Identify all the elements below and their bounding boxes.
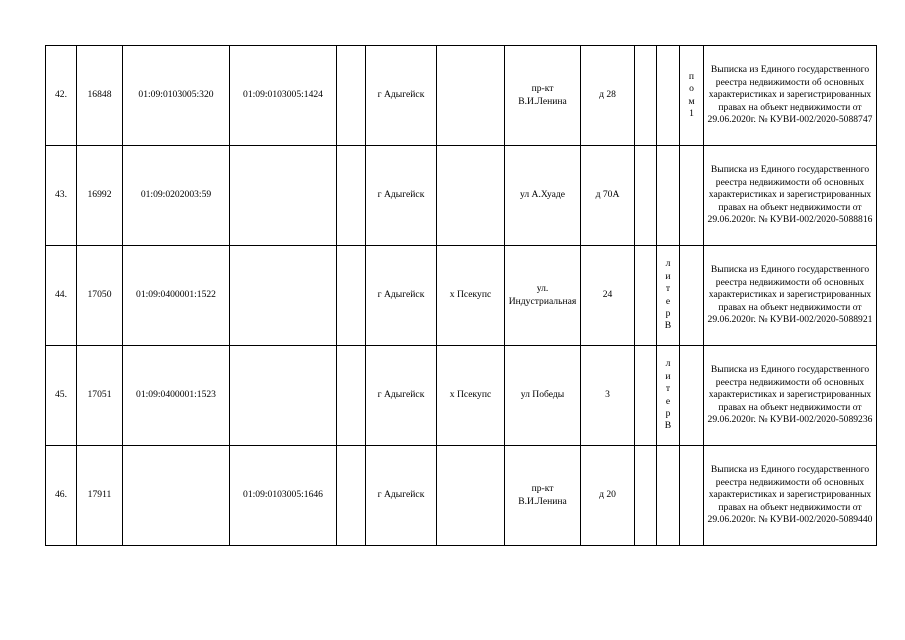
row-number: 44. xyxy=(46,246,77,346)
empty-cell xyxy=(635,46,657,146)
row-number: 45. xyxy=(46,346,77,446)
room-cell xyxy=(680,246,704,346)
room-cell: пом 1 xyxy=(680,46,704,146)
street-cell: пр-кт В.И.Ленина xyxy=(505,46,581,146)
cadastral-object-number: 01:09:0103005:1424 xyxy=(230,46,337,146)
cadastral-object-number: 01:09:0103005:1646 xyxy=(230,446,337,546)
document-reference-cell: Выписка из Единого государственного реестра недвижимости об основных характеристиках и зарегистрированных правах на объект недвижимости от 29.06.2020г. № КУВИ-002/2020-5089440 xyxy=(704,446,877,546)
building-letter-cell: литер В xyxy=(657,246,680,346)
empty-cell xyxy=(635,246,657,346)
row-number: 42. xyxy=(46,46,77,146)
table-row xyxy=(46,346,877,446)
street-cell: ул Победы xyxy=(505,346,581,446)
table-row xyxy=(46,246,877,346)
registry-number: 16848 xyxy=(77,46,123,146)
settlement-cell xyxy=(437,46,505,146)
table-row xyxy=(46,146,877,246)
document-reference-cell: Выписка из Единого государственного реестра недвижимости об основных характеристиках и зарегистрированных правах на объект недвижимости от 29.06.2020г. № КУВИ-002/2020-5089236 xyxy=(704,346,877,446)
registry-number: 17050 xyxy=(77,246,123,346)
document-reference-cell: Выписка из Единого государственного реестра недвижимости об основных характеристиках и зарегистрированных правах на объект недвижимости от 29.06.2020г. № КУВИ-002/2020-5088921 xyxy=(704,246,877,346)
empty-cell xyxy=(337,346,366,446)
empty-cell xyxy=(635,146,657,246)
building-letter-cell xyxy=(657,146,680,246)
house-cell: 24 xyxy=(581,246,635,346)
table-row xyxy=(46,46,877,146)
building-letter-cell xyxy=(657,446,680,546)
cadastral-parent-number: 01:09:0103005:320 xyxy=(123,46,230,146)
cadastral-object-number xyxy=(230,346,337,446)
room-cell xyxy=(680,446,704,546)
house-cell: д 70А xyxy=(581,146,635,246)
room-cell xyxy=(680,346,704,446)
house-cell: д 28 xyxy=(581,46,635,146)
document-reference-cell: Выписка из Единого государственного реестра недвижимости об основных характеристиках и зарегистрированных правах на объект недвижимости от 29.06.2020г. № КУВИ-002/2020-5088747 xyxy=(704,46,877,146)
street-cell: ул А.Хуаде xyxy=(505,146,581,246)
street-cell: ул. Индустриальная xyxy=(505,246,581,346)
city-cell: г Адыгейск xyxy=(366,46,437,146)
registry-number: 16992 xyxy=(77,146,123,246)
house-cell: д 20 xyxy=(581,446,635,546)
table-row xyxy=(46,446,877,546)
cadastral-parent-number xyxy=(123,446,230,546)
city-cell: г Адыгейск xyxy=(366,346,437,446)
city-cell: г Адыгейск xyxy=(366,446,437,546)
house-cell: 3 xyxy=(581,346,635,446)
building-letter-cell: литер В xyxy=(657,346,680,446)
registry-number: 17051 xyxy=(77,346,123,446)
property-register-table xyxy=(45,45,877,546)
city-cell: г Адыгейск xyxy=(366,246,437,346)
city-cell: г Адыгейск xyxy=(366,146,437,246)
empty-cell xyxy=(635,446,657,546)
settlement-cell: х Псекупс xyxy=(437,246,505,346)
cadastral-parent-number: 01:09:0202003:59 xyxy=(123,146,230,246)
empty-cell xyxy=(337,446,366,546)
settlement-cell xyxy=(437,146,505,246)
street-cell: пр-кт В.И.Ленина xyxy=(505,446,581,546)
registry-number: 17911 xyxy=(77,446,123,546)
empty-cell xyxy=(337,46,366,146)
row-number: 46. xyxy=(46,446,77,546)
room-cell xyxy=(680,146,704,246)
document-reference-cell: Выписка из Единого государственного реестра недвижимости об основных характеристиках и зарегистрированных правах на объект недвижимости от 29.06.2020г. № КУВИ-002/2020-5088816 xyxy=(704,146,877,246)
cadastral-parent-number: 01:09:0400001:1522 xyxy=(123,246,230,346)
row-number: 43. xyxy=(46,146,77,246)
empty-cell xyxy=(337,246,366,346)
empty-cell xyxy=(337,146,366,246)
settlement-cell: х Псекупс xyxy=(437,346,505,446)
empty-cell xyxy=(635,346,657,446)
building-letter-cell xyxy=(657,46,680,146)
settlement-cell xyxy=(437,446,505,546)
cadastral-object-number xyxy=(230,246,337,346)
cadastral-object-number xyxy=(230,146,337,246)
cadastral-parent-number: 01:09:0400001:1523 xyxy=(123,346,230,446)
